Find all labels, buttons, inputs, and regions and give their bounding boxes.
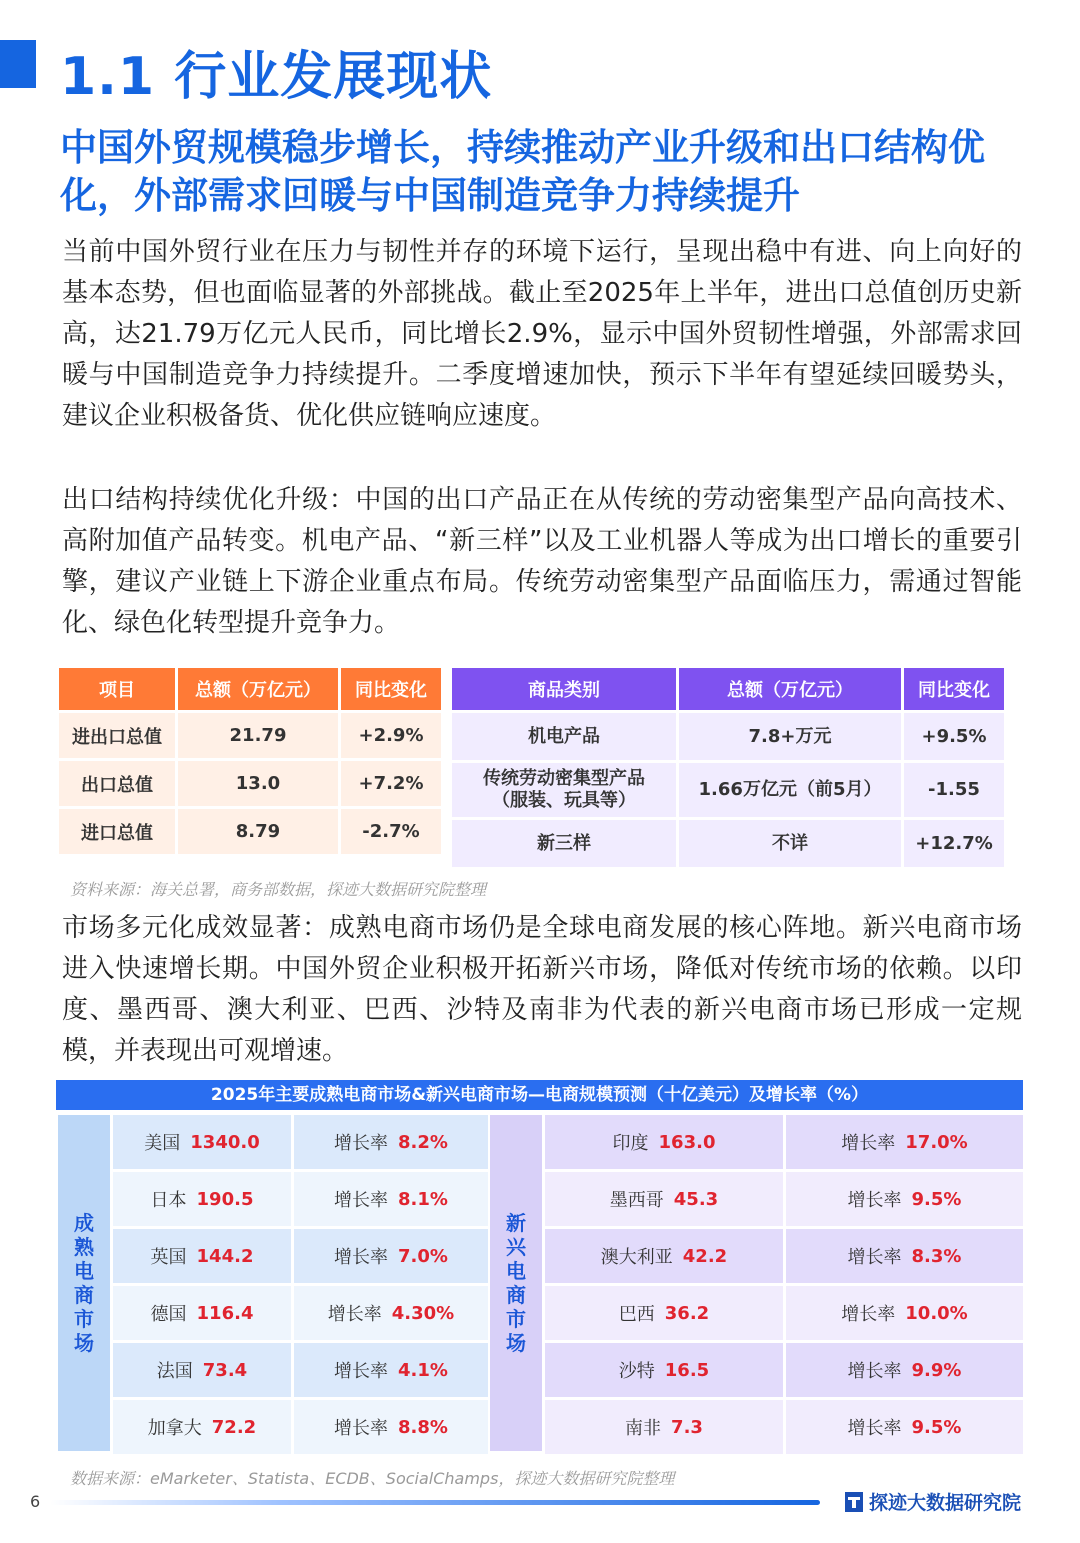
table-cell: 8.79 — [178, 809, 338, 854]
paragraph-overview: 当前中国外贸行业在压力与韧性并存的环境下运行，呈现出稳中有进、向上向好的基本态势，但也面临显著的外部挑战。截止至2025年上半年，进出口总值创历史新高，达21.79万亿元人民币，同比增长2.9%，显示中国外贸韧性增强，外部需求回暖与中国制造竞争力持续提升。二季度增速加快，预示下半年有望延续回暖势头，建议企业积极备货、优化供应链响应速度。 — [62, 237, 1022, 431]
table-cell: +2.9% — [341, 713, 441, 758]
table-cell: 不详 — [679, 820, 901, 867]
table-row — [452, 820, 1004, 867]
growth-label: 增长率 — [841, 1304, 896, 1325]
market-size-value: 42.2 — [682, 1245, 728, 1267]
growth-label: 增长率 — [847, 1361, 902, 1382]
table-row — [452, 713, 1004, 760]
source-note: 数据来源：eMarketer、Statista、ECDB、SocialChamps，探迹大数据研究院整理 — [70, 1469, 675, 1488]
growth-rate-value: 9.5% — [911, 1416, 962, 1438]
growth-rate-value: 17.0% — [905, 1131, 968, 1153]
paragraph-market-diversification: 市场多元化成效显著：成熟电商市场仍是全球电商发展的核心阵地。新兴电商市场进入快速增长期。中国外贸企业积极开拓新兴市场，降低对传统市场的依赖。以印度、墨西哥、澳大利亚、巴西、沙特及南非为代表的新兴电商市场已形成一定规模，并表现出可观增速。 — [62, 913, 1022, 1066]
growth-rate-value: 10.0% — [905, 1302, 968, 1324]
country-name: 日本 — [150, 1190, 187, 1211]
emerging-market-size-cell — [545, 1229, 783, 1283]
growth-rate-value: 8.3% — [911, 1245, 962, 1267]
page-title: 1.1 行业发展现状 — [60, 47, 493, 107]
emerging-market-label — [490, 1115, 542, 1451]
market-size-value: 36.2 — [664, 1302, 710, 1324]
country-name: 加拿大 — [147, 1418, 202, 1439]
market-size-value: 72.2 — [211, 1416, 257, 1438]
country-name: 英国 — [150, 1247, 187, 1268]
mature-growth-cell — [294, 1286, 488, 1340]
growth-rate-value: 8.1% — [398, 1188, 448, 1210]
table-cell: 进出口总值 — [59, 713, 175, 758]
table-cell: -2.7% — [341, 809, 441, 854]
market-size-value: 7.3 — [671, 1416, 703, 1438]
growth-label: 增长率 — [847, 1247, 902, 1268]
mature-market-size-cell — [113, 1172, 291, 1226]
title-accent-bar — [0, 40, 36, 88]
mature-market-size-cell — [113, 1400, 291, 1454]
table-header: 同比变化 — [904, 668, 1004, 710]
mature-growth-cell — [294, 1343, 488, 1397]
table-header: 商品类别 — [452, 668, 676, 710]
table-cell: 传统劳动密集型产品 （服装、玩具等） — [452, 763, 676, 817]
table-cell: 出口总值 — [59, 761, 175, 806]
table-cell: 进口总值 — [59, 809, 175, 854]
country-name: 德国 — [150, 1304, 187, 1325]
table-cell: 21.79 — [178, 713, 338, 758]
country-name: 美国 — [144, 1133, 181, 1154]
emerging-growth-cell — [786, 1400, 1023, 1454]
market-size-value: 1340.0 — [190, 1131, 260, 1153]
table-cell: +12.7% — [904, 820, 1004, 867]
brand-icon — [845, 1492, 863, 1512]
emerging-market-size-cell — [545, 1286, 783, 1340]
paragraph-export-structure: 出口结构持续优化升级：中国的出口产品正在从传统的劳动密集型产品向高技术、高附加值产品转变。机电产品、“新三样”以及工业机器人等成为出口增长的重要引擎，建议产业链上下游企业重点布局。传统劳动密集型产品面临压力，需通过智能化、绿色化转型提升竞争力。 — [62, 485, 1022, 638]
market-size-value: 190.5 — [196, 1188, 254, 1210]
emerging-growth-cell — [786, 1172, 1023, 1226]
table-row — [59, 809, 441, 854]
country-name: 南非 — [625, 1418, 662, 1439]
mature-growth-cell — [294, 1229, 488, 1283]
table-header: 项目 — [59, 668, 175, 710]
growth-rate-value: 8.2% — [398, 1131, 448, 1153]
table-cell: -1.55 — [904, 763, 1004, 817]
mature-growth-cell — [294, 1400, 488, 1454]
table-header: 总额（万亿元） — [679, 668, 901, 710]
growth-rate-value: 9.9% — [911, 1359, 962, 1381]
mature-market-size-cell — [113, 1229, 291, 1283]
growth-label: 增长率 — [327, 1304, 382, 1325]
growth-rate-value: 8.8% — [398, 1416, 448, 1438]
table-cell: 13.0 — [178, 761, 338, 806]
table-header: 总额（万亿元） — [178, 668, 338, 710]
trade-total-table — [56, 665, 444, 857]
table-row — [452, 763, 1004, 817]
country-name: 澳大利亚 — [600, 1247, 673, 1268]
emerging-market-size-cell — [545, 1400, 783, 1454]
emerging-market-size-cell — [545, 1115, 783, 1169]
brand-logo — [845, 1488, 1021, 1515]
product-category-table — [449, 665, 1007, 870]
mature-market-label-text: 成 熟 电 商 市 场 — [74, 1211, 94, 1355]
emerging-growth-cell — [786, 1229, 1023, 1283]
mature-market-label — [58, 1115, 110, 1451]
table-cell: +7.2% — [341, 761, 441, 806]
growth-label: 增长率 — [334, 1190, 389, 1211]
country-name: 巴西 — [618, 1304, 655, 1325]
country-name: 法国 — [156, 1361, 193, 1382]
growth-rate-value: 4.1% — [398, 1359, 448, 1381]
market-size-value: 144.2 — [196, 1245, 254, 1267]
growth-label: 增长率 — [334, 1247, 389, 1268]
table-cell: 机电产品 — [452, 713, 676, 760]
page-subtitle: 中国外贸规模稳步增长，持续推动产业升级和出口结构优化，外部需求回暖与中国制造竞争力持续提升 — [60, 126, 985, 217]
market-size-value: 16.5 — [664, 1359, 710, 1381]
emerging-market-size-cell — [545, 1172, 783, 1226]
footer-divider — [50, 1500, 820, 1505]
emerging-growth-cell — [786, 1343, 1023, 1397]
market-size-value: 116.4 — [196, 1302, 254, 1324]
growth-label: 增长率 — [334, 1361, 389, 1382]
table-cell: +9.5% — [904, 713, 1004, 760]
market-size-value: 45.3 — [673, 1188, 719, 1210]
emerging-growth-cell — [786, 1115, 1023, 1169]
emerging-market-size-cell — [545, 1343, 783, 1397]
mature-market-size-cell — [113, 1286, 291, 1340]
table-header: 同比变化 — [341, 668, 441, 710]
country-name: 沙特 — [618, 1361, 655, 1382]
market-size-value: 73.4 — [202, 1359, 248, 1381]
emerging-growth-cell — [786, 1286, 1023, 1340]
table-cell: 7.8+万元 — [679, 713, 901, 760]
table-cell: 新三样 — [452, 820, 676, 867]
page-number: 6 — [30, 1492, 41, 1511]
growth-label: 增长率 — [847, 1418, 902, 1439]
table-cell: 1.66万亿元（前5月） — [679, 763, 901, 817]
growth-label: 增长率 — [841, 1133, 896, 1154]
growth-rate-value: 7.0% — [398, 1245, 448, 1267]
table-row — [59, 713, 441, 758]
mature-growth-cell — [294, 1115, 488, 1169]
growth-rate-value: 9.5% — [911, 1188, 962, 1210]
source-note: 资料来源：海关总署，商务部数据，探迹大数据研究院整理 — [70, 880, 487, 899]
growth-label: 增长率 — [334, 1133, 389, 1154]
mature-market-size-cell — [113, 1343, 291, 1397]
table-row — [59, 761, 441, 806]
emerging-market-label-text: 新 兴 电 商 市 场 — [506, 1211, 526, 1355]
market-table-title: 2025年主要成熟电商市场&新兴电商市场—电商规模预测（十亿美元）及增长率（%） — [56, 1080, 1023, 1110]
growth-rate-value: 4.30% — [391, 1302, 455, 1324]
mature-growth-cell — [294, 1172, 488, 1226]
country-name: 墨西哥 — [609, 1190, 664, 1211]
mature-market-size-cell — [113, 1115, 291, 1169]
growth-label: 增长率 — [334, 1418, 389, 1439]
growth-label: 增长率 — [847, 1190, 902, 1211]
market-size-value: 163.0 — [658, 1131, 716, 1153]
country-name: 印度 — [612, 1133, 649, 1154]
brand-name: 探迹大数据研究院 — [869, 1492, 1022, 1514]
